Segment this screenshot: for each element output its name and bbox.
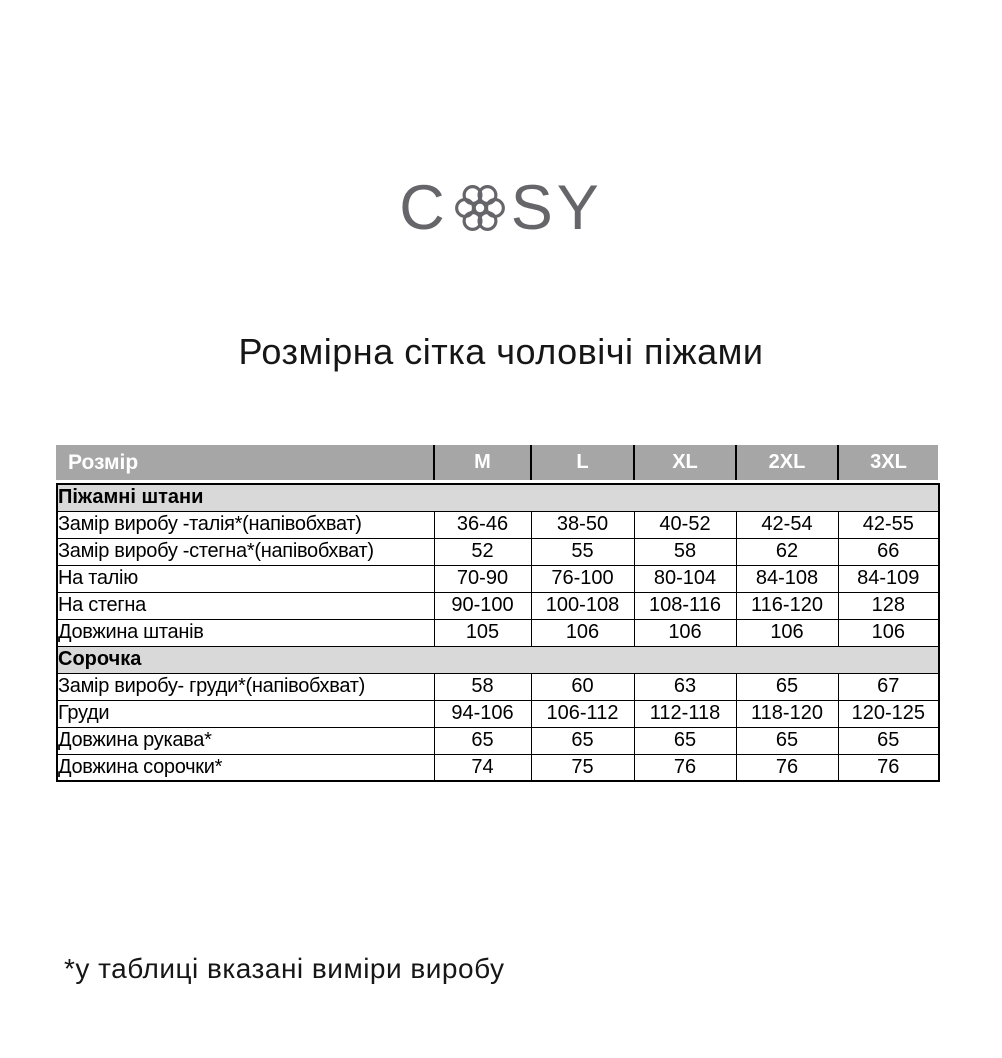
row-label: Замір виробу- груди*(напівобхват) (57, 673, 434, 700)
value-cell: 100-108 (531, 592, 634, 619)
value-cell: 60 (531, 673, 634, 700)
row-label: Довжина рукава* (57, 727, 434, 754)
row-label: На талію (57, 565, 434, 592)
table-row (57, 619, 939, 646)
value-cell: 74 (434, 754, 531, 781)
value-cell: 75 (531, 754, 634, 781)
table-row (57, 754, 939, 781)
value-cell: 65 (634, 727, 736, 754)
value-cell: 112-118 (634, 700, 736, 727)
footnote: *у таблиці вказані виміри виробу (64, 953, 505, 984)
value-cell: 65 (736, 727, 838, 754)
value-cell: 55 (531, 538, 634, 565)
logo-letter-c: C (399, 173, 449, 243)
header-cell-size-label: Розмір (68, 450, 139, 474)
section-row-pants (57, 484, 939, 511)
value-cell: 84-108 (736, 565, 838, 592)
value-cell: 66 (838, 538, 939, 565)
table-row (57, 727, 939, 754)
value-cell: 62 (736, 538, 838, 565)
row-label: Довжина штанів (57, 619, 434, 646)
value-cell: 84-109 (838, 565, 939, 592)
value-cell: 128 (838, 592, 939, 619)
row-label: На стегна (57, 592, 434, 619)
value-cell: 58 (634, 538, 736, 565)
section-title: Сорочка (57, 646, 939, 673)
table-header-row (56, 445, 938, 480)
value-cell: 76 (736, 754, 838, 781)
value-cell: 76 (634, 754, 736, 781)
row-label: Замір виробу -стегна*(напівобхват) (57, 538, 434, 565)
value-cell: 94-106 (434, 700, 531, 727)
value-cell: 106 (531, 619, 634, 646)
value-cell: 90-100 (434, 592, 531, 619)
value-cell: 58 (434, 673, 531, 700)
value-cell: 65 (736, 673, 838, 700)
value-cell: 40-52 (634, 511, 736, 538)
header-cell-xl: XL (633, 445, 735, 480)
value-cell: 118-120 (736, 700, 838, 727)
section-row-shirt (57, 646, 939, 673)
value-cell: 70-90 (434, 565, 531, 592)
brand-logo (0, 173, 1002, 243)
page-title: Розмірна сітка чоловічі піжами (238, 331, 764, 372)
table-row (57, 592, 939, 619)
value-cell: 38-50 (531, 511, 634, 538)
table-row (57, 511, 939, 538)
size-chart (56, 445, 938, 782)
table-row (57, 673, 939, 700)
value-cell: 42-54 (736, 511, 838, 538)
value-cell: 76 (838, 754, 939, 781)
row-label: Груди (57, 700, 434, 727)
value-cell: 65 (434, 727, 531, 754)
flower-icon (452, 180, 508, 236)
value-cell: 52 (434, 538, 531, 565)
value-cell: 63 (634, 673, 736, 700)
header-cell-2xl: 2XL (735, 445, 837, 480)
table-row (57, 538, 939, 565)
row-label: Замір виробу -талія*(напівобхват) (57, 511, 434, 538)
value-cell: 36-46 (434, 511, 531, 538)
value-cell: 108-116 (634, 592, 736, 619)
logo-letters-sy: SY (510, 173, 603, 243)
value-cell: 120-125 (838, 700, 939, 727)
section-title: Піжамні штани (57, 484, 939, 511)
value-cell: 106 (634, 619, 736, 646)
header-cell-l: L (530, 445, 633, 480)
table-row (57, 565, 939, 592)
header-cell-m: M (433, 445, 530, 480)
value-cell: 116-120 (736, 592, 838, 619)
value-cell: 65 (838, 727, 939, 754)
value-cell: 67 (838, 673, 939, 700)
value-cell: 80-104 (634, 565, 736, 592)
table-row (57, 700, 939, 727)
value-cell: 65 (531, 727, 634, 754)
row-label: Довжина сорочки* (57, 754, 434, 781)
value-cell: 76-100 (531, 565, 634, 592)
value-cell: 106 (838, 619, 939, 646)
value-cell: 105 (434, 619, 531, 646)
size-chart-table (56, 483, 940, 782)
value-cell: 42-55 (838, 511, 939, 538)
header-cell-3xl: 3XL (837, 445, 938, 480)
value-cell: 106 (736, 619, 838, 646)
value-cell: 106-112 (531, 700, 634, 727)
